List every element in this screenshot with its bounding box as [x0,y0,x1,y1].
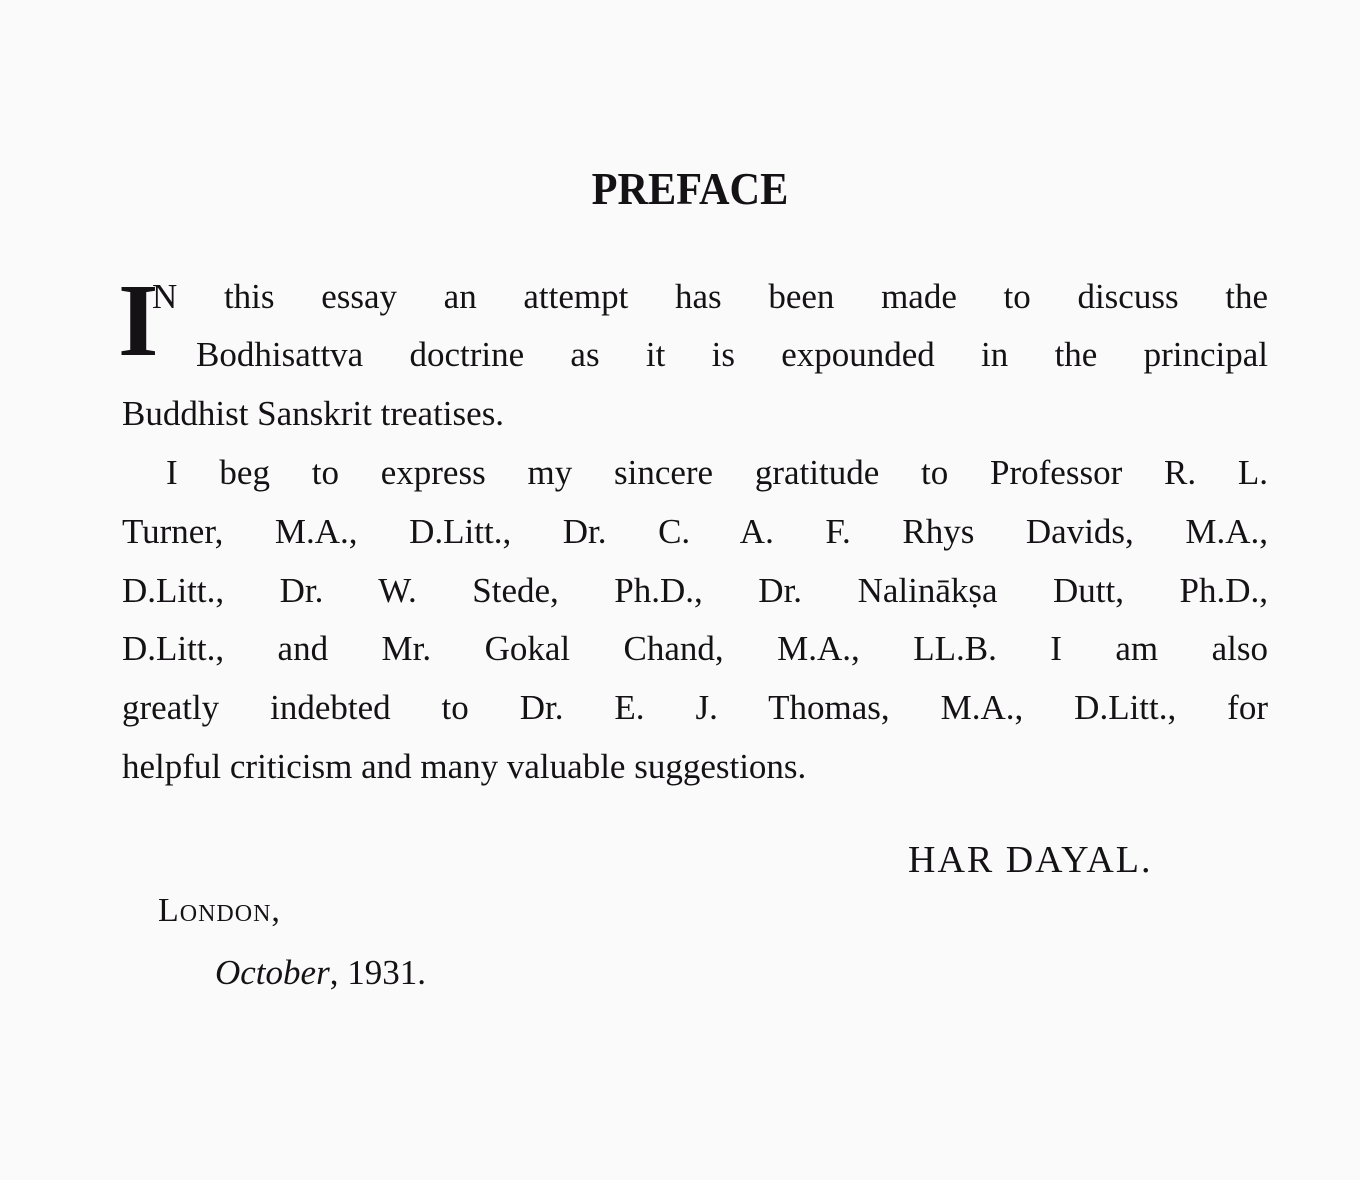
date-line [215,953,426,993]
date-year: , 1931. [329,953,426,992]
date-month: October [215,953,330,992]
paragraph-line: N this essay an attempt has been made to discuss the [152,277,1268,316]
place-line: London, [158,892,281,929]
paragraph-line: Turner, M.A., D.Litt., Dr. C. A. F. Rhys Davids, M.A., [122,512,1268,551]
drop-cap: I [118,263,159,378]
paragraph-line: helpful criticism and many valuable suggestions. [122,747,807,786]
author-signature: HAR DAYAL. [908,839,1153,881]
paragraph-line: D.Litt., and Mr. Gokal Chand, M.A., LL.B. I am also [122,629,1268,668]
paragraph-line: Buddhist Sanskrit treatises. [122,394,505,433]
page-title: PREFACE [591,163,789,214]
paragraph-line: D.Litt., Dr. W. Stede, Ph.D., Dr. Nalinākṣa Dutt, Ph.D., [122,571,1268,610]
paragraph-line: greatly indebted to Dr. E. J. Thomas, M.A., D.Litt., for [122,688,1268,727]
paragraph-line: Bodhisattva doctrine as it is expounded in the principal [196,335,1268,374]
paragraph-line: I beg to express my sincere gratitude to Professor R. L. [166,453,1268,492]
